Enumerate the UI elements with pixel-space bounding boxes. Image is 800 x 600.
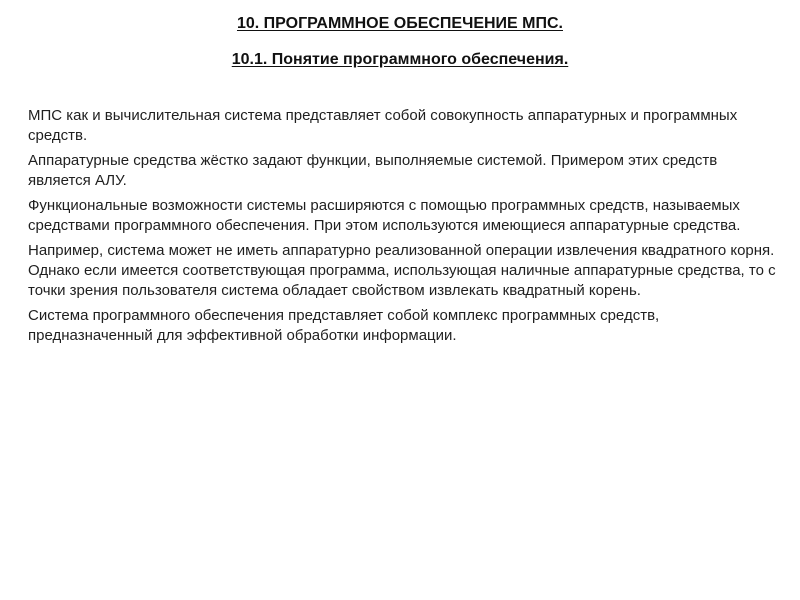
body-text bbox=[28, 106, 780, 351]
section-title-text: 10.1. Понятие программного обеспечения. bbox=[231, 51, 569, 68]
paragraph-1: МПС как и вычислительная система представляет собой совокупность аппаратурных и программных средств. bbox=[28, 107, 738, 144]
chapter-title-text: 10. ПРОГРАММНОЕ ОБЕСПЕЧЕНИЕ МПС. bbox=[236, 15, 563, 32]
section-title bbox=[0, 50, 800, 70]
chapter-title bbox=[0, 14, 800, 34]
paragraph-4: Например, система может не иметь аппаратурно реализованной операции извлечения квадратного корня. Однако если имеется соответствующая программа, использующая наличные аппаратурные средства, то с точки зрения пользователя система обладает свойством извлекать квадратный корень. bbox=[28, 242, 776, 299]
paragraph-5: Система программного обеспечения представляет собой комплекс программных средств, предназначенный для эффективной обработки информации. bbox=[28, 307, 660, 344]
paragraph-3: Функциональные возможности системы расширяются с помощью программных средств, называемых средствами программного обеспечения. При этом используются имеющиеся аппаратурные средства. bbox=[28, 197, 741, 234]
paragraph-2: Аппаратурные средства жёстко задают функции, выполняемые системой. Примером этих средств является АЛУ. bbox=[28, 152, 718, 189]
